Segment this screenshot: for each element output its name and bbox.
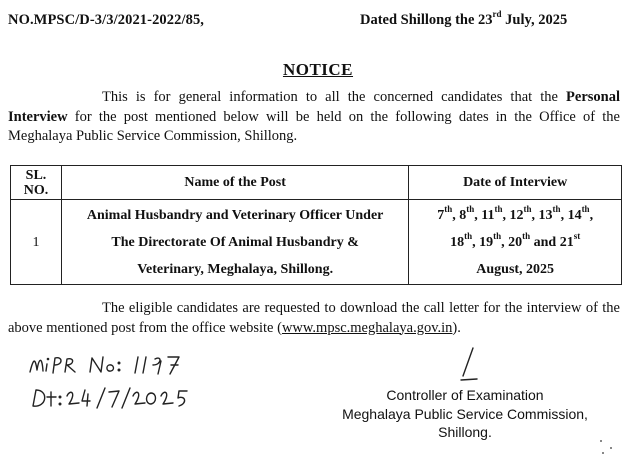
- intro-bold-text: Personal Interview: [8, 89, 620, 125]
- intro-text-a: This is for general information to all the concerned candidates that the: [102, 89, 567, 105]
- cell-interview-dates: [409, 200, 622, 285]
- table-header-row: [11, 166, 622, 200]
- dated-ordinal: rd: [492, 9, 502, 20]
- header-post-name: Name of the Post: [61, 166, 408, 200]
- cell-post-name: [61, 200, 408, 285]
- dated-suffix: July, 2025: [505, 12, 568, 28]
- scan-speck: [610, 447, 612, 449]
- signoff-organization: Meghalaya Public Service Commission,: [342, 405, 588, 422]
- handwritten-annotation: [25, 346, 245, 416]
- post-line-1: Animal Husbandry and Veterinary Officer Under: [86, 207, 384, 223]
- dates-line-2: 18th, 19th, 20th and 21st: [450, 230, 581, 250]
- dates-line-1: 7th, 8th, 11th, 12th, 13th, 14th,: [437, 203, 594, 223]
- intro-paragraph: [8, 88, 620, 147]
- instruction-text-a: The eligible candidates are requested to download the call letter for the interview of the above mentioned post from the office website (: [8, 300, 620, 336]
- signoff-title: Controller of Examination: [386, 387, 544, 403]
- dated-prefix: Dated Shillong the 23: [360, 12, 493, 28]
- instruction-text-b: ).: [452, 319, 461, 336]
- header-sl-no: SL. NO.: [11, 166, 62, 200]
- dates-line-3: August, 2025: [476, 261, 555, 277]
- header-interview-date: Date of Interview: [409, 166, 622, 200]
- signoff-block: [340, 386, 590, 442]
- website-link[interactable]: www.mpsc.meghalaya.gov.in: [281, 319, 453, 336]
- post-line-3: Veterinary, Meghalaya, Shillong.: [137, 261, 334, 277]
- intro-text-b: for the post mentioned below will be held on the following dates in the Office of the Meghalaya Public Service Commission, Shillong.: [8, 108, 620, 144]
- post-line-2: The Directorate Of Animal Husbandry &: [111, 234, 359, 250]
- signature-mark: [445, 344, 495, 389]
- table-row: [11, 200, 622, 285]
- scan-speck: [600, 440, 602, 442]
- interview-table: [10, 165, 622, 285]
- dated-line: [360, 9, 568, 29]
- signoff-location: Shillong.: [438, 424, 492, 440]
- cell-sl-no: 1: [11, 200, 62, 285]
- reference-number: NO.MPSC/D-3/3/2021-2022/85,: [8, 12, 205, 28]
- instruction-paragraph: [8, 299, 620, 338]
- scan-speck: [602, 452, 604, 454]
- notice-title: NOTICE: [282, 60, 354, 79]
